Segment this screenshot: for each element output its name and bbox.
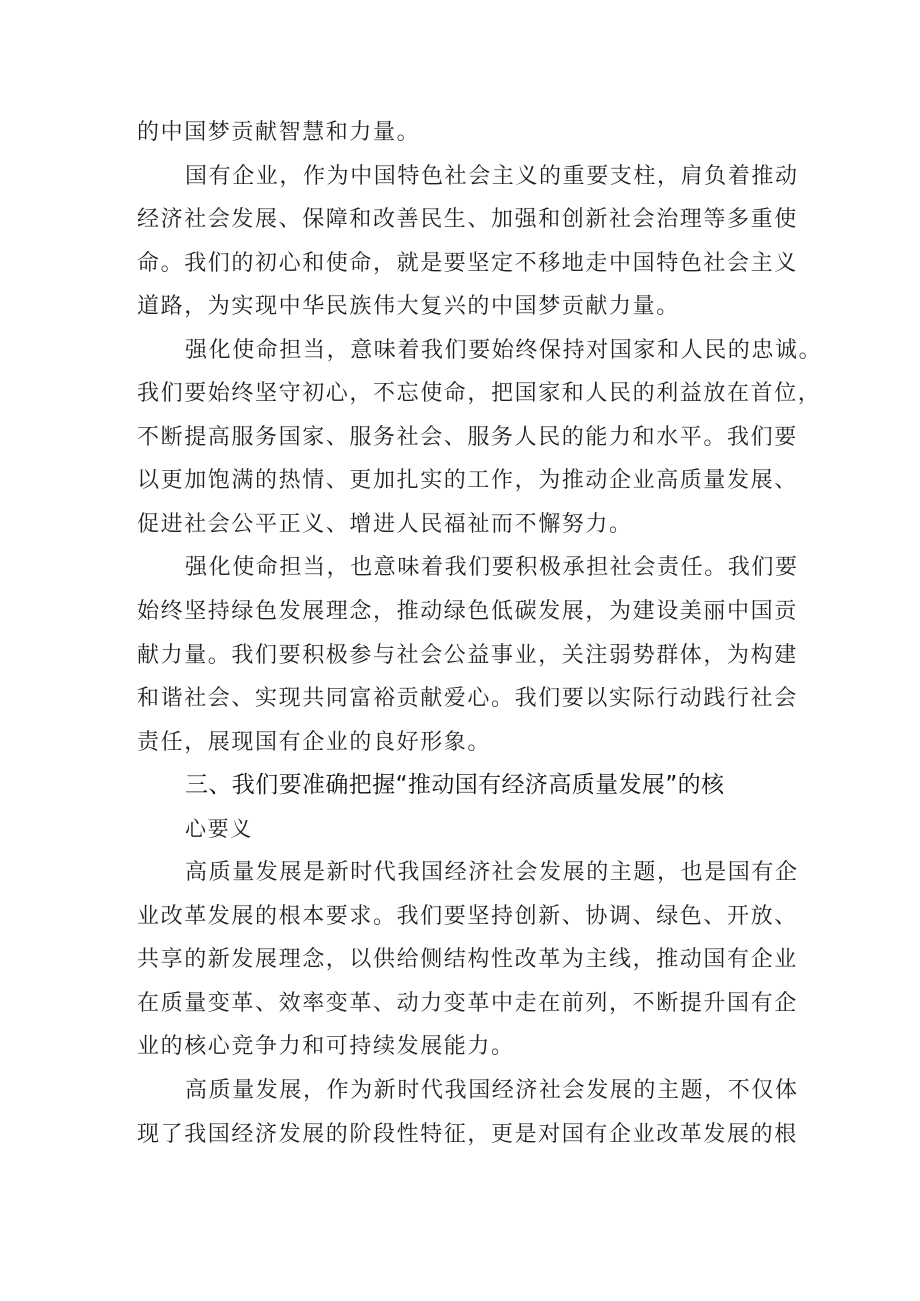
section-heading: 三、我们要准确把握“推动国有经济高质量发展”的核 (185, 772, 725, 799)
body-line: 促进社会公平正义、增进人民福祉而不懈努力。 (137, 511, 633, 537)
body-line: 责任，展现国有企业的良好形象。 (137, 729, 492, 755)
body-line: 现了我国经济发展的阶段性特征，更是对国有企业改革发展的根 (137, 1121, 798, 1147)
document-body (137, 111, 823, 1156)
body-line: 和谐社会、实现共同富裕贡献爱心。我们要以实际行动践行社会 (137, 686, 798, 712)
body-line: 在质量变革、效率变革、动力变革中走在前列，不断提升国有企 (137, 990, 798, 1016)
paragraph-first-line: 强化使命担当，意味着我们要始终保持对国家和人民的忠诚。 (185, 337, 823, 363)
paragraph-first-line: 高质量发展，作为新时代我国经济社会发展的主题，不仅体 (185, 1078, 799, 1104)
body-line: 以更加饱满的热情、更加扎实的工作，为推动企业高质量发展、 (137, 468, 798, 494)
body-line: 业的核心竞争力和可持续发展能力。 (137, 1034, 515, 1060)
body-line: 业改革发展的根本要求。我们要坚持创新、协调、绿色、开放、 (137, 903, 798, 929)
paragraph-first-line: 强化使命担当，也意味着我们要积极承担社会责任。我们要 (185, 555, 799, 581)
body-line: 经济社会发展、保障和改善民生、加强和创新社会治理等多重使 (137, 207, 798, 233)
section-heading-continuation: 心要义 (185, 816, 253, 841)
body-line: 我们要始终坚守初心，不忘使命，把国家和人民的利益放在首位， (137, 381, 822, 407)
body-line: 始终坚持绿色发展理念，推动绿色低碳发展，为建设美丽中国贡 (137, 599, 798, 625)
body-line: 献力量。我们要积极参与社会公益事业，关注弱势群体，为构建 (137, 642, 798, 668)
body-line: 道路，为实现中华民族伟大复兴的中国梦贡献力量。 (137, 294, 680, 320)
paragraph-first-line: 高质量发展是新时代我国经济社会发展的主题，也是国有企 (185, 860, 799, 886)
paragraph-first-line: 国有企业，作为中国特色社会主义的重要支柱，肩负着推动 (185, 163, 799, 189)
body-line: 命。我们的初心和使命，就是要坚定不移地走中国特色社会主义 (137, 250, 798, 276)
body-line: 不断提高服务国家、服务社会、服务人民的能力和水平。我们要 (137, 424, 798, 450)
body-line: 的中国梦贡献智慧和力量。 (137, 120, 421, 145)
body-line: 共享的新发展理念，以供给侧结构性改革为主线，推动国有企业 (137, 947, 798, 973)
